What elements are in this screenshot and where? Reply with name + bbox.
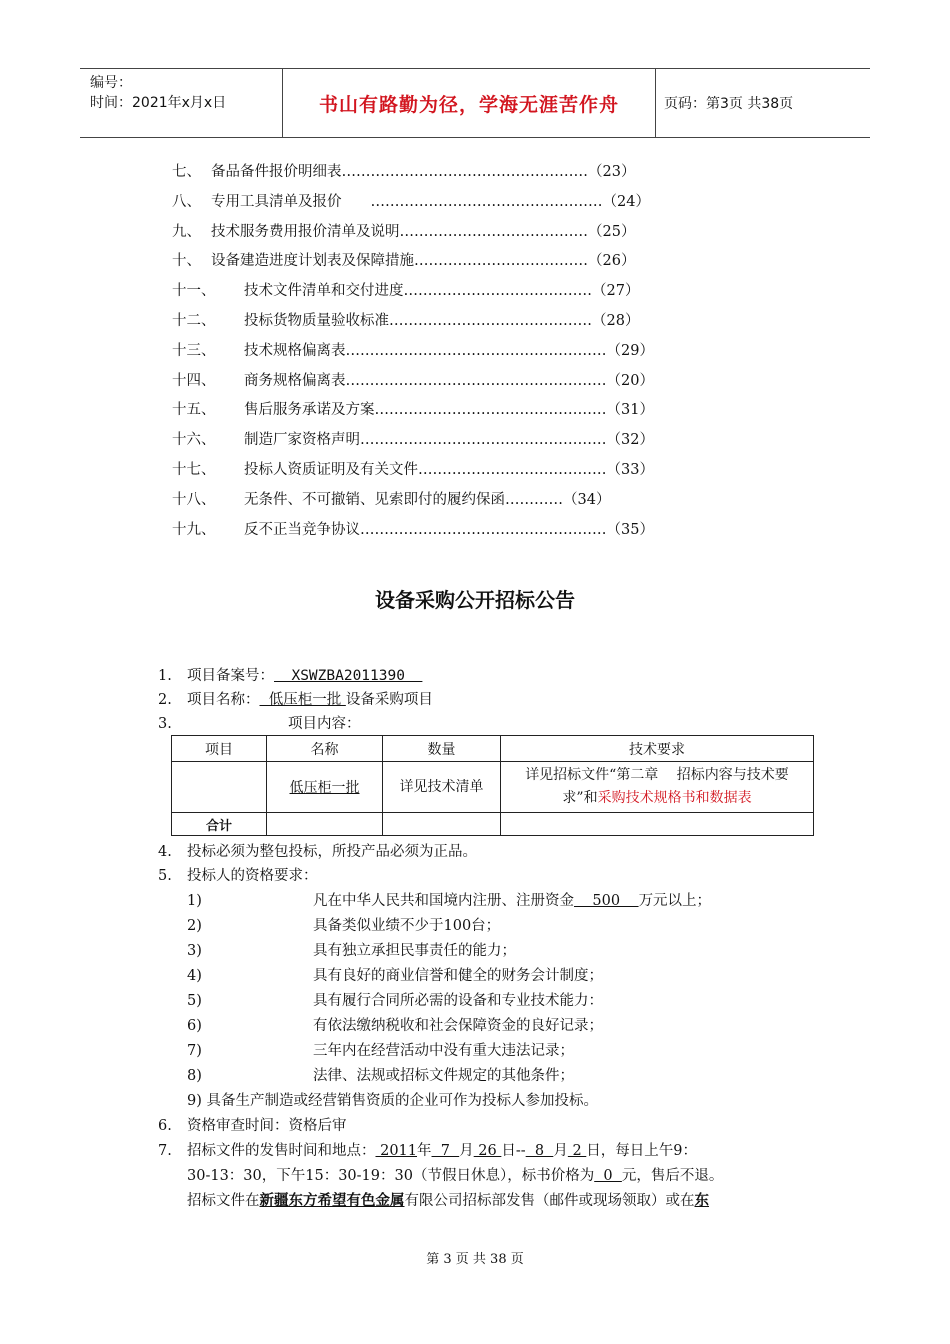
doc-number-label: 编号： <box>90 75 132 91</box>
qualification-text: 具备类似业绩不少于100台； <box>313 918 501 934</box>
price-unit-text: 元，售后不退。 <box>621 1168 724 1184</box>
header-cell-name: 名称 <box>267 736 383 762</box>
sale-period-line <box>187 1141 697 1161</box>
sale-location-text: 招标文件在 <box>187 1193 260 1209</box>
toc-number: 十一、 <box>172 283 216 300</box>
qualification-text: 具有履行合同所必需的设备和专业技术能力： <box>313 993 603 1009</box>
requirement-highlight: 采购技术规格书和数据表 <box>597 790 752 806</box>
qualification-text: 9) 具备生产制造或经营销售资质的企业可作为投标人参加投标。 <box>187 1093 598 1109</box>
toc-text: 投标人资质证明及有关文件…………………………………（33） <box>244 461 654 478</box>
cell-requirement <box>501 762 814 813</box>
sale-start-month: 7 <box>431 1143 460 1159</box>
item-number: 3. <box>158 716 172 732</box>
sale-location-detail: 有限公司招标部发售（邮件或现场领取）或在 <box>404 1193 695 1209</box>
qualification-number: 7) <box>187 1043 202 1059</box>
registered-capital-value: 500 <box>574 893 639 909</box>
qualification-heading: 投标人的资格要求： <box>187 868 318 884</box>
project-record-line <box>187 666 422 686</box>
toc-text: 备品备件报价明细表……………………………………………（23） <box>211 164 636 180</box>
toc-number: 十三、 <box>172 342 216 359</box>
qualification-text: 具有独立承担民事责任的能力； <box>313 943 516 959</box>
qualification-text: 有依法缴纳税收和社会保障资金的良好记录； <box>313 1018 603 1034</box>
total-cell <box>501 813 814 836</box>
toc-number: 十二、 <box>172 312 216 329</box>
document-price: 0 <box>594 1168 622 1184</box>
item-number: 2. <box>158 692 172 708</box>
qualification-number: 5) <box>187 993 202 1009</box>
sale-end-day: 2 <box>567 1143 587 1159</box>
toc-text: 专用工具清单及报价 …………………………………………（24） <box>211 193 650 210</box>
page-header <box>80 68 870 138</box>
sale-start-year: 2011 <box>375 1143 418 1159</box>
header-cell-requirement: 技术要求 <box>501 736 814 762</box>
sale-period-label: 招标文件的发售时间和地点： <box>187 1143 376 1159</box>
total-label: 合计 <box>172 813 267 836</box>
total-cell <box>383 813 501 836</box>
qualification-text <box>313 891 711 911</box>
project-name-line <box>187 690 433 710</box>
toc-text: 设备建造进度计划表及保障措施………………………………（26） <box>211 253 636 270</box>
table-header-row <box>172 736 814 762</box>
month-unit: 月 <box>553 1143 568 1159</box>
item-number: 6. <box>158 1118 172 1134</box>
notice-title: 设备采购公开招标公告 <box>375 588 575 612</box>
qualification-text: 具有良好的商业信誉和健全的财务会计制度； <box>313 968 603 984</box>
toc-text: 无条件、不可撤销、见索即付的履约保函…………（34） <box>244 491 611 508</box>
toc-text: 制造厂家资格声明……………………………………………（32） <box>244 432 654 449</box>
page-footer: 第 3 页 共 38 页 <box>426 1252 524 1267</box>
qualification-text: 三年内在经营活动中没有重大违法记录； <box>313 1043 574 1059</box>
requirement-text: 详见招标文件“第二章 招标内容与技术要求”和 <box>525 767 789 806</box>
project-content-table <box>171 735 814 836</box>
qualification-capital-text: 凡在中华人民共和国境内注册、注册资金 <box>313 893 574 909</box>
header-meta <box>90 73 270 113</box>
qualification-number: 2) <box>187 918 202 934</box>
qualification-number: 1) <box>187 893 202 909</box>
sale-start-day: 26 <box>473 1143 502 1159</box>
toc-number: 八、 <box>172 193 201 210</box>
sale-end-month: 8 <box>525 1143 554 1159</box>
toc-number: 十、 <box>172 253 201 270</box>
sale-hours-text: 30-13：30，下午15：30-19：30（节假日休息），标书价格为 <box>187 1168 595 1184</box>
company-name: 新疆东方希望有色金属 <box>259 1192 405 1209</box>
qualification-number: 4) <box>187 968 202 984</box>
header-cell-qty: 数量 <box>383 736 501 762</box>
item-number: 7. <box>158 1143 172 1159</box>
toc-number: 十七、 <box>172 461 216 478</box>
item-number: 4. <box>158 844 172 860</box>
header-cell-item: 项目 <box>172 736 267 762</box>
toc-number: 九、 <box>172 223 201 240</box>
toc-number: 十九、 <box>172 521 216 538</box>
toc-text: 售后服务承诺及方案…………………………………………（31） <box>244 402 654 419</box>
day-separator: 日-- <box>501 1143 526 1159</box>
toc-text: 技术文件清单和交付进度…………………………………（27） <box>244 283 640 300</box>
table-total-row <box>172 813 814 836</box>
cell-item <box>172 762 267 813</box>
qualification-number: 8) <box>187 1068 202 1084</box>
toc-text: 反不正当竞争协议……………………………………………（35） <box>244 521 654 538</box>
month-unit: 月 <box>459 1143 474 1159</box>
toc-number: 十八、 <box>172 491 216 508</box>
continued-text: 东 <box>694 1192 709 1209</box>
cell-name: 低压柜一批 <box>267 762 383 813</box>
toc-number: 十五、 <box>172 402 216 419</box>
table-row <box>172 762 814 813</box>
toc-number: 七、 <box>172 164 201 180</box>
qualification-review-text: 资格审查时间：资格后审 <box>187 1118 347 1134</box>
total-cell <box>267 813 383 836</box>
project-name-value: 低压柜一批 <box>259 692 346 708</box>
qualification-capital-unit: 万元以上； <box>638 893 712 909</box>
toc-number: 十六、 <box>172 432 216 449</box>
project-record-number: XSWZBA2011390 <box>274 668 423 684</box>
toc-text: 投标货物质量验收标准……………………………………（28） <box>244 312 640 329</box>
toc-number: 十四、 <box>172 372 216 389</box>
bid-package-text: 投标必须为整包投标，所投产品必须为正品。 <box>187 844 477 860</box>
qualification-number: 6) <box>187 1018 202 1034</box>
header-page-number: 页码：第3页 共38页 <box>664 96 794 112</box>
toc-text: 技术服务费用报价清单及说明…………………………………（25） <box>211 223 636 240</box>
project-record-label: 项目备案号： <box>187 668 274 684</box>
toc-text: 技术规格偏离表………………………………………………（29） <box>244 342 654 359</box>
qualification-text: 法律、法规或招标文件规定的其他条件； <box>313 1068 574 1084</box>
item-number: 1. <box>158 668 172 684</box>
toc-text: 商务规格偏离表………………………………………………（20） <box>244 372 654 389</box>
sale-hours-line <box>187 1166 723 1186</box>
header-motto: 书山有路勤为径，学海无涯苦作舟 <box>282 69 656 137</box>
doc-time-label: 时间：2021年x月x日 <box>90 95 227 111</box>
project-content-label: 项目内容： <box>288 716 361 732</box>
item-number: 5. <box>158 868 172 884</box>
project-name-suffix: 设备采购项目 <box>345 692 433 708</box>
daily-hours-start: 日，每日上午9： <box>586 1143 698 1159</box>
qualification-number: 3) <box>187 943 202 959</box>
sale-location-line <box>187 1191 709 1211</box>
project-name-label: 项目名称： <box>187 692 260 708</box>
year-unit: 年 <box>417 1143 432 1159</box>
cell-qty: 详见技术清单 <box>383 762 501 813</box>
